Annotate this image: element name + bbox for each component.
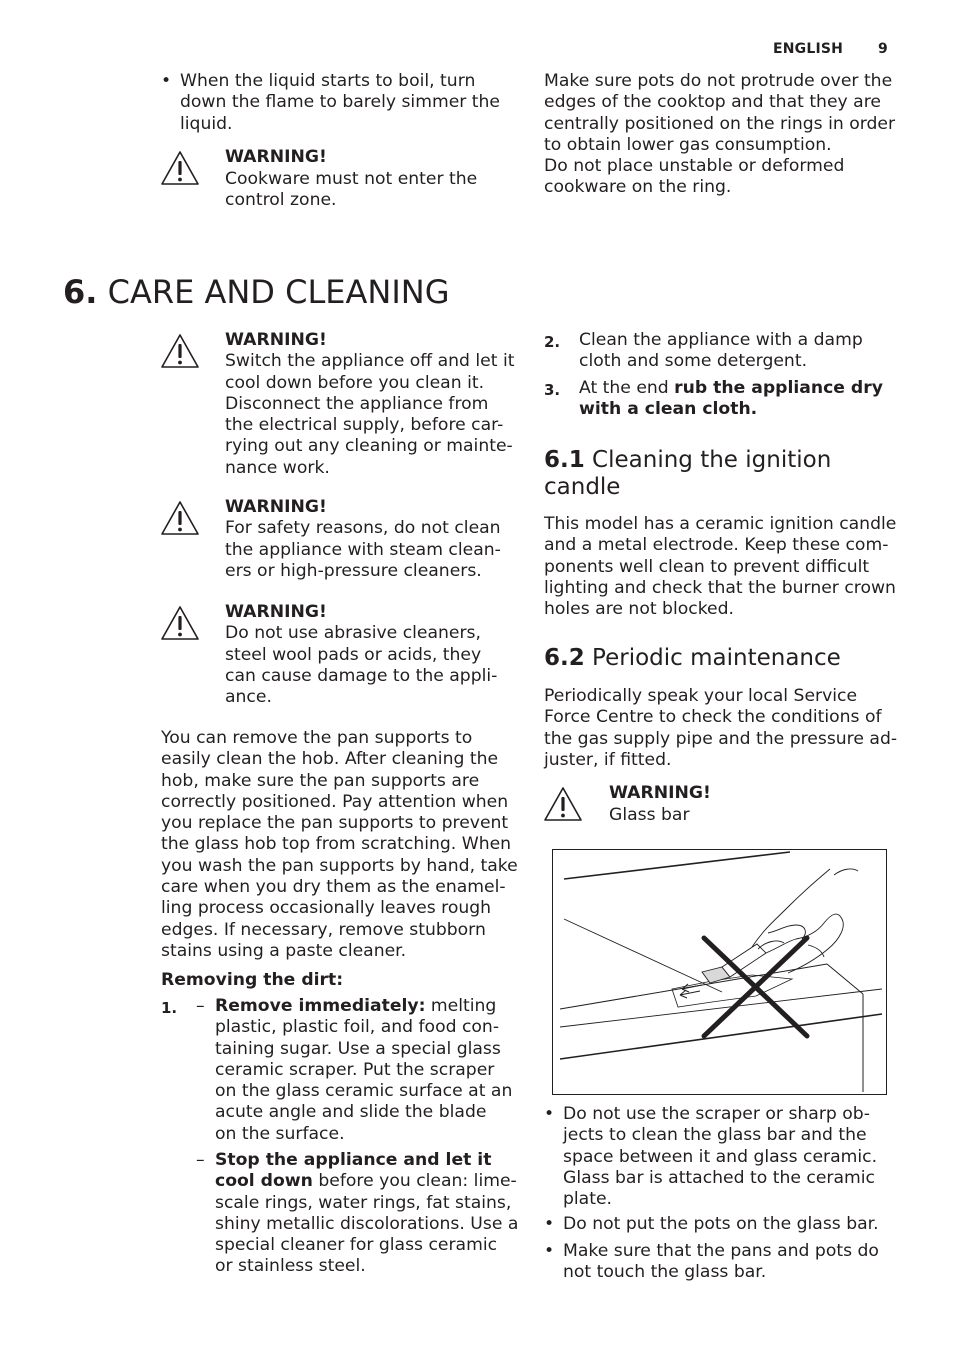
text-line: scale rings, water rings, fat stains,: [215, 1192, 512, 1213]
s62-number: 6.2: [544, 645, 585, 671]
step-3-plain: At the end: [579, 378, 675, 398]
item2-first: before you clean: lime-: [312, 1171, 517, 1192]
dash-2: –: [196, 1150, 205, 1170]
step-3-text: [579, 378, 909, 421]
bullet-dot: •: [544, 1214, 555, 1234]
text-line: on the glass ceramic surface at an: [215, 1081, 513, 1102]
warning-triangle-icon: [160, 605, 200, 641]
top-bullet-text: When the liquid starts to boil, turn down the flame to barely simmer the liquid.: [180, 71, 501, 134]
text-line: and a metal electrode. Keep these com-: [544, 535, 889, 556]
item2-lines: [215, 1192, 519, 1278]
text-line: ling process occasionally leaves rough: [161, 898, 492, 919]
step-2-text: [579, 330, 863, 373]
step-1-number: 1.: [161, 999, 178, 1017]
top-right-para1: Make sure pots do not protrude over the edges of the cooktop and that they are centrally positioned on the rings in order to obtain lower gas consumption.: [544, 71, 896, 155]
text-line: Force Centre to check the conditions of: [544, 707, 882, 728]
warning-text-line: cool down before you clean it.: [225, 372, 485, 393]
warning-triangle-icon: [543, 786, 583, 822]
bullet-text-line: Glass bar is attached to the ceramic: [563, 1167, 875, 1188]
dash-1: –: [196, 996, 205, 1016]
text-line: lighting and check that the burner crown: [544, 577, 896, 598]
top-bullet: [161, 71, 511, 135]
text-line: you wash the pan supports by hand, take: [161, 855, 518, 876]
glass-bar-bullet: [544, 1214, 904, 1235]
text-line: the gas supply pipe and the pressure ad-: [544, 728, 898, 749]
section-heading: [63, 273, 449, 311]
warning-text-line: Disconnect the appliance from: [225, 393, 489, 414]
text-line: This model has a ceramic ignition candle: [544, 514, 897, 534]
warning-text-line: rying out any cleaning or mainte-: [225, 436, 513, 457]
text-line: the glass hob top from scratching. When: [161, 834, 512, 855]
text-line: stains using a paste cleaner.: [161, 940, 407, 961]
text-line: taining sugar. Use a special glass: [215, 1038, 501, 1059]
removing-item-1: [215, 996, 515, 1145]
item2-bold-2: cool down: [215, 1171, 313, 1192]
warning-text-line: Switch the appliance off and let it: [225, 351, 515, 372]
glass-bar-bullet: [544, 1241, 904, 1284]
text-line: holes are not blocked.: [544, 599, 734, 620]
step-3-bold-1: rub the appliance dry: [674, 378, 883, 398]
warning-text-line: can cause damage to the appli-: [225, 665, 498, 686]
text-line: hob, make sure the pan supports are: [161, 770, 480, 791]
text-line: correctly positioned. Pay attention when: [161, 791, 509, 812]
text-line: you replace the pan supports to prevent: [161, 813, 509, 834]
warning-triangle-icon: [160, 333, 200, 369]
warning-text-line: the electrical supply, before car-: [225, 415, 504, 436]
s61-paragraph: [544, 514, 896, 620]
section-title: CARE AND CLEANING: [107, 273, 450, 311]
pan-supports-paragraph: [161, 728, 518, 962]
warning-text: Glass bar: [609, 805, 690, 825]
top-right-para2: Do not place unstable or deformed cookware on the ring.: [544, 156, 845, 198]
item1-lines: [215, 1017, 515, 1145]
text-line: Periodically speak your local Service: [544, 686, 858, 706]
text-line: You can remove the pan supports to: [161, 728, 473, 748]
bullet-text-line: Do not put the pots on the glass bar.: [563, 1214, 879, 1234]
bullet-text-line: space between it and glass ceramic.: [563, 1146, 878, 1167]
text-line: special cleaner for glass ceramic: [215, 1235, 498, 1256]
s61-title-2: candle: [544, 474, 621, 500]
warning-text-line: ers or high-pressure cleaners.: [225, 560, 482, 581]
text-line: edges. If necessary, remove stubborn: [161, 919, 486, 940]
warning-title: WARNING!: [225, 330, 327, 350]
warning-text-line: the appliance with steam clean-: [225, 539, 501, 560]
warning-title: WARNING!: [225, 602, 327, 622]
warning-text-line: ance.: [225, 687, 272, 708]
bullet-dot: •: [544, 1104, 555, 1124]
text-line: cloth and some detergent.: [579, 351, 808, 372]
item1-bold: Remove immediately:: [215, 996, 426, 1016]
warning-title: WARNING!: [609, 783, 711, 803]
warning-block: [225, 602, 497, 708]
scraper-glass-bar-illustration: [552, 849, 887, 1095]
warning-title: WARNING!: [225, 147, 327, 167]
warning-title: WARNING!: [225, 497, 327, 517]
subsection-6-1-heading: [544, 447, 831, 501]
step-2-number: 2.: [544, 333, 561, 351]
warning-triangle-icon: [160, 500, 200, 536]
bullet-text-line: Do not use the scraper or sharp ob-: [563, 1104, 870, 1124]
warning-text-line: For safety reasons, do not clean: [225, 518, 501, 539]
bullet-text-line: Make sure that the pans and pots do: [563, 1241, 879, 1261]
warning-text: Cookware must not enter the control zone.: [225, 169, 478, 211]
text-line: ponents well clean to prevent difficult: [544, 556, 870, 577]
s61-title-1: Cleaning the ignition: [584, 447, 832, 473]
text-line: shiny metallic discolorations. Use a: [215, 1213, 519, 1234]
text-line: ceramic scraper. Put the scraper: [215, 1059, 495, 1080]
step-3-bold-2: with a clean cloth.: [579, 399, 758, 420]
text-line: acute angle and slide the blade: [215, 1102, 487, 1123]
text-line: Clean the appliance with a damp: [579, 330, 863, 350]
header-language: ENGLISH: [773, 41, 844, 57]
bullet-dot: •: [161, 71, 172, 91]
s62-title: Periodic maintenance: [584, 645, 841, 671]
page-number: 9: [878, 41, 888, 57]
text-line: on the surface.: [215, 1123, 345, 1144]
text-line: or stainless steel.: [215, 1256, 366, 1277]
warning-block: [225, 330, 514, 479]
s62-paragraph: [544, 686, 897, 771]
text-line: easily clean the hob. After cleaning the: [161, 749, 499, 770]
warning-text-line: nance work.: [225, 457, 330, 478]
text-line: care when you dry them as the enamel-: [161, 877, 506, 898]
bullet-text-line: jects to clean the glass bar and the: [563, 1125, 867, 1146]
bullet-text-line: plate.: [563, 1189, 612, 1210]
text-line: plastic, plastic foil, and food con-: [215, 1017, 500, 1038]
item1-first: melting: [425, 996, 497, 1016]
removing-title: Removing the dirt:: [161, 970, 344, 990]
step-3-number: 3.: [544, 381, 561, 399]
bullet-text-line: not touch the glass bar.: [563, 1262, 767, 1283]
section-number: 6.: [63, 273, 98, 311]
text-line: juster, if fitted.: [544, 749, 672, 770]
glass-bar-bullet: [544, 1104, 904, 1210]
warning-block: [225, 497, 501, 582]
warning-text-line: Do not use abrasive cleaners,: [225, 623, 481, 644]
subsection-6-2-heading: [544, 645, 841, 672]
warning-text-line: steel wool pads or acids, they: [225, 644, 482, 665]
bullet-dot: •: [544, 1241, 555, 1261]
s61-number: 6.1: [544, 447, 585, 473]
item2-bold-1: Stop the appliance and let it: [215, 1150, 492, 1170]
removing-item-2: [215, 1150, 519, 1278]
warning-triangle-icon: [160, 150, 200, 186]
